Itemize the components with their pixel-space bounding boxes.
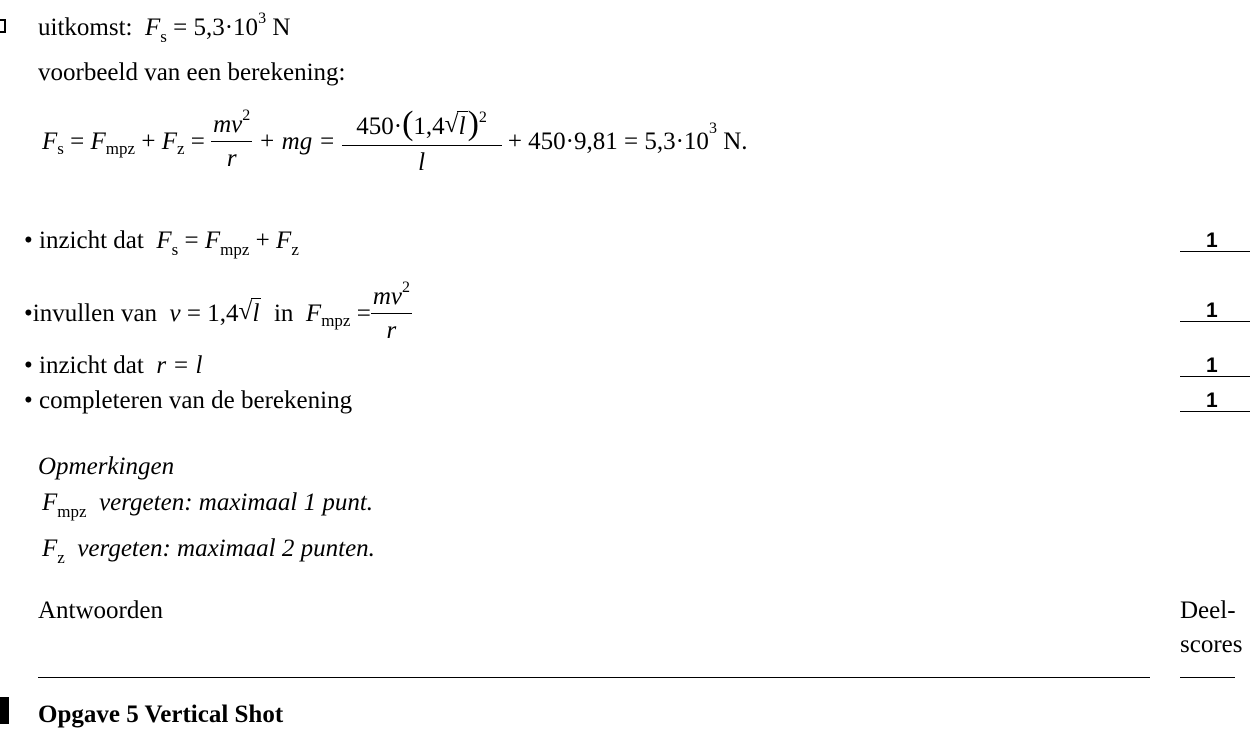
c1-F2: F xyxy=(204,227,221,254)
mf-tail-unit: N. xyxy=(723,127,748,155)
mf-sqrt-rad: l xyxy=(458,113,466,140)
mf-frac1-exp: 2 xyxy=(242,106,251,124)
bullet-4: • xyxy=(24,387,33,414)
criterion-1-text: inzicht dat xyxy=(39,227,144,254)
score-2: 1 xyxy=(1180,300,1250,322)
result-force-sub: s xyxy=(160,27,167,46)
partial-scores-header-2: scores xyxy=(1180,631,1243,658)
c3-formula: r = l xyxy=(156,352,203,379)
mf-s: s xyxy=(57,138,64,158)
c1-mpz: mpz xyxy=(220,240,250,259)
bullet-2: • xyxy=(24,299,33,327)
remark-1-sub: mpz xyxy=(57,502,87,521)
result-unit: N xyxy=(272,14,291,41)
c1-s: s xyxy=(171,240,179,259)
remark-1-F: F xyxy=(42,489,58,516)
next-section-title: Opgave 5 Vertical Shot xyxy=(38,701,284,728)
bullet-3: • xyxy=(24,352,33,379)
criterion-4-text: completeren van de berekening xyxy=(39,387,353,414)
mf-plus1: + xyxy=(141,127,156,155)
c2-in: in xyxy=(273,299,294,327)
c1-plus: + xyxy=(255,227,270,254)
mf-frac2-exp: 2 xyxy=(478,109,487,126)
c2-eq2: = xyxy=(356,299,371,327)
answers-header: Antwoorden xyxy=(38,597,163,624)
remark-2-sub: z xyxy=(57,548,65,567)
c2-sqrt: √ l xyxy=(238,297,260,327)
c2-frac xyxy=(371,278,412,344)
mf-F: F xyxy=(42,127,58,155)
mf-frac1-den: r xyxy=(211,141,252,171)
score-3: 1 xyxy=(1180,355,1250,377)
mf-frac2-450: 450· xyxy=(356,113,403,140)
mf-frac1 xyxy=(211,106,252,172)
remark-1 xyxy=(42,489,374,521)
c2-mpz: mpz xyxy=(321,310,351,330)
mf-eq1: = xyxy=(70,127,85,155)
partial-scores-header-1: Deel- xyxy=(1180,597,1236,624)
mf-frac2-den: l xyxy=(342,145,502,175)
mf-mpz: mpz xyxy=(105,138,136,158)
c2-eq: = 1,4 xyxy=(186,299,239,327)
criterion-3-text: inzicht dat xyxy=(39,352,144,379)
score-4: 1 xyxy=(1180,390,1250,412)
remark-2-text: vergeten: maximaal 2 punten. xyxy=(77,535,375,562)
c2-F: F xyxy=(305,299,322,327)
remark-1-text: vergeten: maximaal 1 punt. xyxy=(99,489,374,516)
section-marker-bar xyxy=(0,697,9,724)
c2-v: v xyxy=(169,299,181,327)
c1-z: z xyxy=(291,240,299,259)
remarks-title: Opmerkingen xyxy=(38,453,175,480)
scores-rule xyxy=(1180,677,1235,678)
criterion-2 xyxy=(24,278,412,348)
criterion-3 xyxy=(24,353,202,378)
remark-2-F: F xyxy=(42,535,58,562)
mf-plus-mg: + mg = xyxy=(258,127,336,155)
criterion-4 xyxy=(24,388,352,413)
criterion-1 xyxy=(24,227,299,259)
score-1: 1 xyxy=(1180,230,1250,252)
mf-tail-exp: 3 xyxy=(708,120,717,137)
question-marker-box xyxy=(0,19,6,33)
c1-eq: = xyxy=(184,227,199,254)
main-formula xyxy=(42,96,748,186)
result-force-symbol: F xyxy=(144,14,161,41)
mf-frac1-num: mv xyxy=(213,110,243,138)
result-exp: 3 xyxy=(258,10,267,27)
mf-Fz: F xyxy=(161,127,177,155)
mf-tail: + 450·9,81 = 5,3·10 xyxy=(507,127,709,155)
mf-frac2 xyxy=(342,107,502,175)
mf-coef: 1,4 xyxy=(413,113,445,140)
remark-2 xyxy=(42,535,375,567)
c2-rad: l xyxy=(252,299,260,327)
bullet-1: • xyxy=(24,227,33,254)
c2-exp: 2 xyxy=(402,278,410,296)
c1-F: F xyxy=(156,227,172,254)
mf-paren-close: ) xyxy=(467,105,479,142)
result-eq: = xyxy=(173,14,188,41)
mf-sqrt: √ l xyxy=(444,111,466,140)
mf-eq2: = xyxy=(190,127,205,155)
result-value: 5,3·10 xyxy=(193,14,259,41)
result-label: uitkomst: xyxy=(38,14,133,41)
example-label: voorbeeld van een berekening: xyxy=(38,59,346,86)
mf-Fmpz: F xyxy=(90,127,106,155)
result-line xyxy=(38,10,291,46)
c1-F3: F xyxy=(276,227,292,254)
c2-num: mv xyxy=(372,282,402,310)
answers-rule xyxy=(38,677,1150,678)
mf-z: z xyxy=(176,138,185,158)
c2-den: r xyxy=(371,313,412,343)
mf-paren-open: ( xyxy=(402,105,414,142)
criterion-2-text: invullen van xyxy=(32,299,158,327)
